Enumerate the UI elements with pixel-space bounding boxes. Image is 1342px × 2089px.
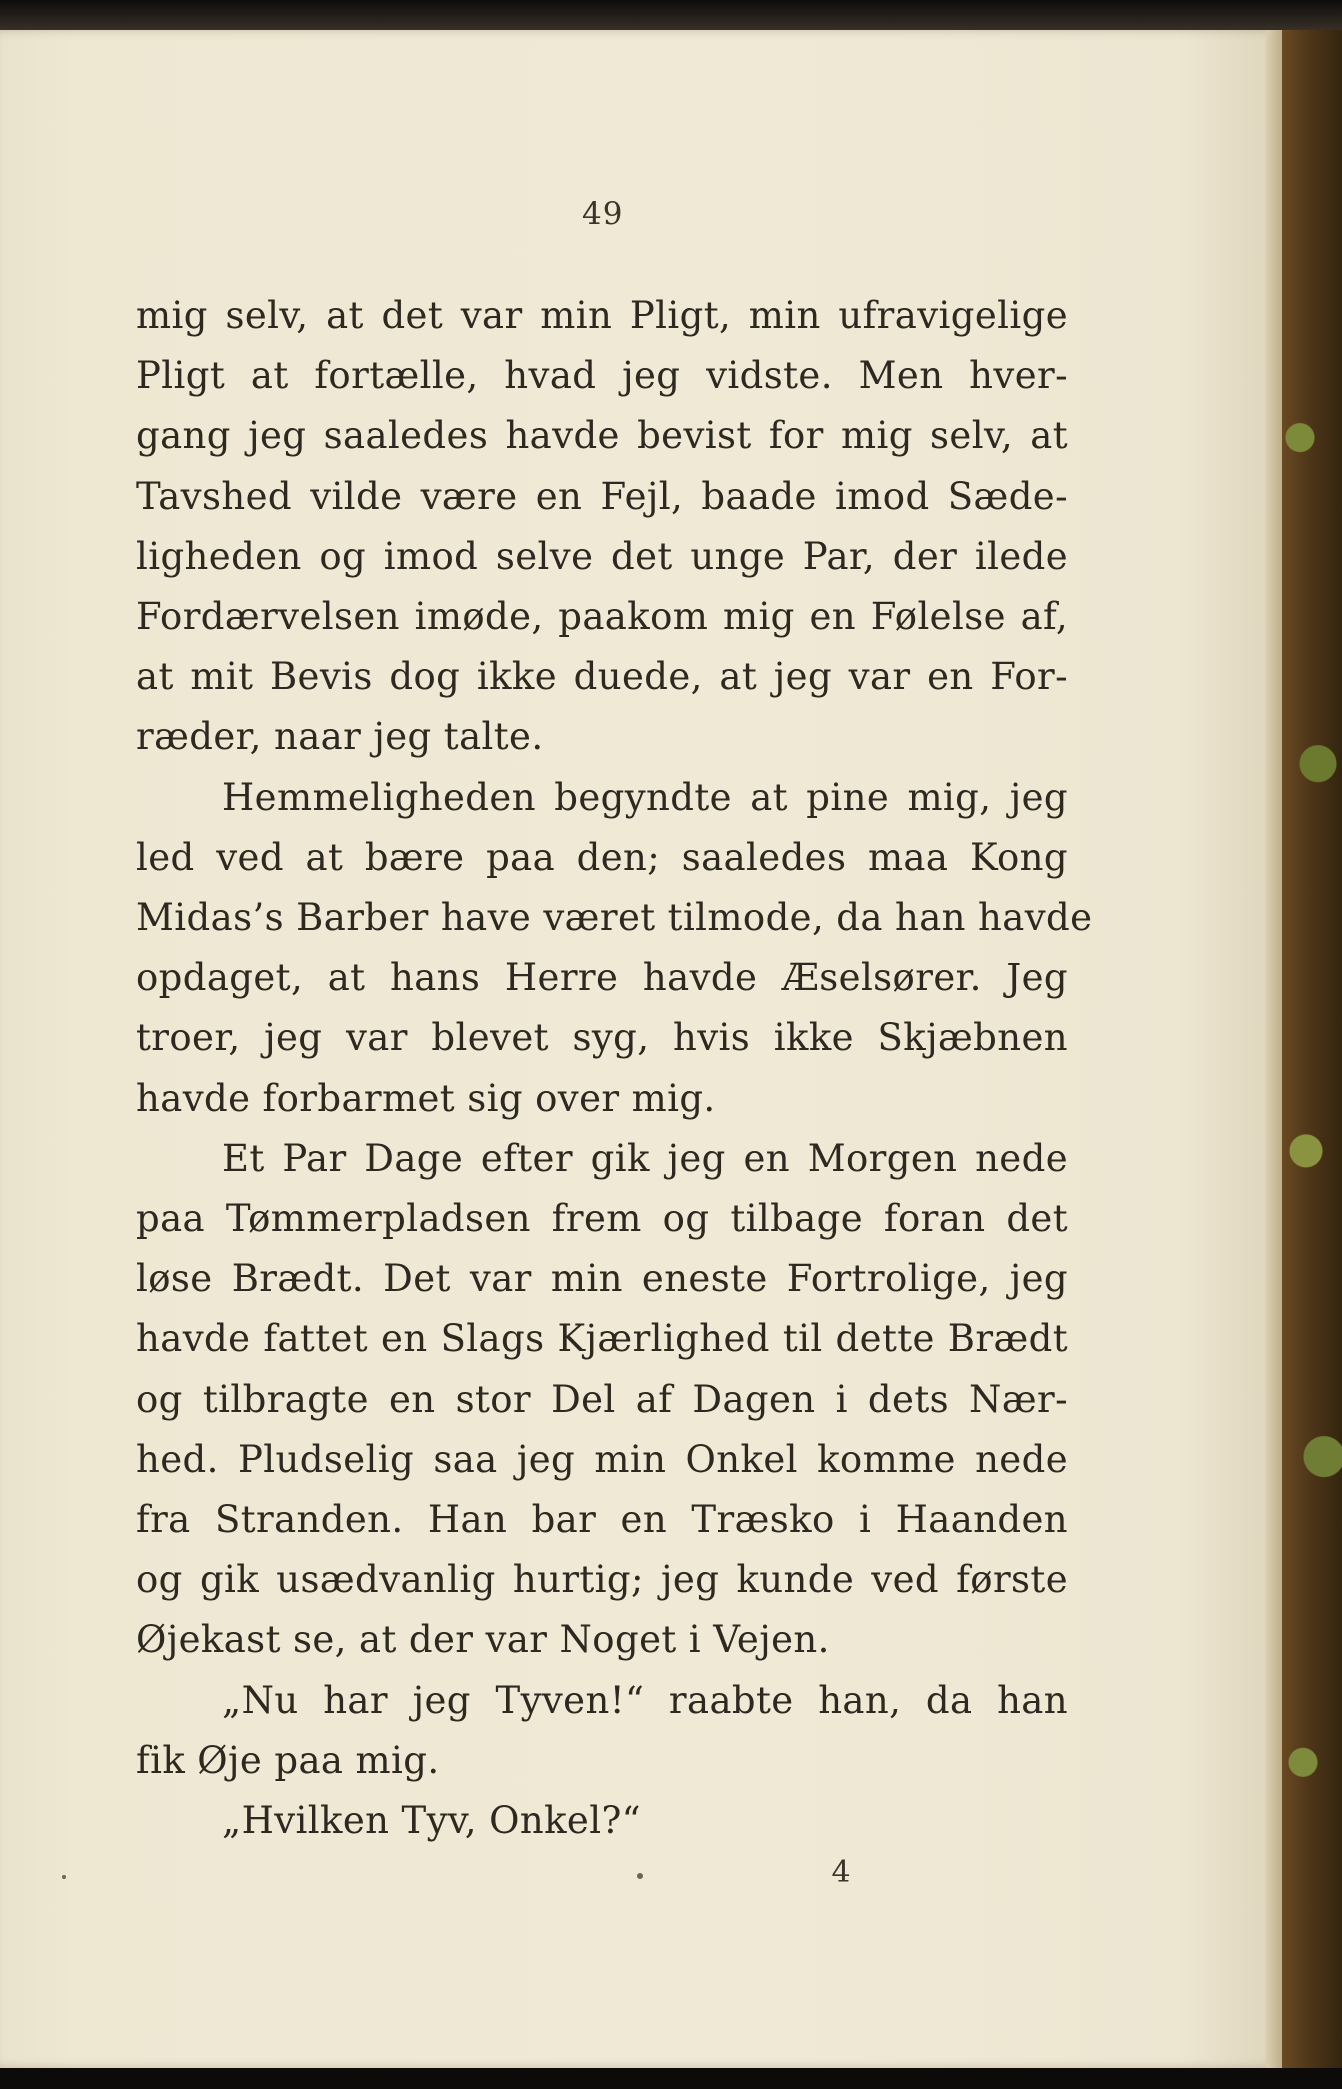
printing-speck [637,1873,643,1879]
text-line: troer, jeg var blevet syg, hvis ikke Skjæbnen [136,1016,1068,1060]
text-line: ligheden og imod selve det unge Par, der ilede [136,534,1068,578]
text-line: mig selv, at det var min Pligt, min ufravigelige [136,294,1068,337]
text-line: Hemmeligheden begyndte at pine mig, jeg [222,775,1068,819]
text-line: Pligt at fortælle, hvad jeg vidste. Men hver- [136,354,1068,398]
text-line: løse Brædt. Det var min eneste Fortrolige, jeg [136,1257,1068,1301]
text-line: „Hvilken Tyv, Onkel?“ [222,1799,641,1843]
page-edge-shadow [1266,30,1282,2068]
text-line: led ved at bære paa den; saaledes maa Kong [136,835,1068,879]
text-line: opdaget, at hans Herre havde Æselsører. Jeg [136,956,1068,1000]
text-line: Tavshed vilde være en Fejl, baade imod Sæde- [136,474,1068,518]
text-line: og gik usædvanlig hurtig; jeg kunde ved første [136,1558,1068,1602]
signature-mark: 4 [831,1855,851,1890]
text-line: paa Tømmerpladsen frem og tilbage foran det [136,1197,1068,1241]
text-line: at mit Bevis dog ikke duede, at jeg var en For- [136,655,1068,699]
body-text [136,286,1093,1851]
book-top-edge [0,0,1342,32]
text-line: havde fattet en Slags Kjærlighed til dette Brædt [136,1317,1068,1361]
text-line: ræder, naar jeg talte. [136,715,544,759]
text-line: Midas’s Barber have været tilmode, da han havde [136,896,1093,940]
text-line: hed. Pludselig saa jeg min Onkel komme nede [136,1437,1068,1481]
text-line: Øjekast se, at der var Noget i Vejen. [136,1618,830,1662]
text-line: fra Stranden. Han bar en Træsko i Haanden [136,1498,1068,1542]
text-line: og tilbragte en stor Del af Dagen i dets Nær- [136,1377,1068,1421]
text-line: Et Par Dage efter gik jeg en Morgen nede [222,1136,1068,1180]
book-cover-edge [1282,30,1342,2068]
text-line: fik Øje paa mig. [136,1738,440,1782]
printing-speck [62,1875,66,1879]
text-line: gang jeg saaledes havde bevist for mig selv, at [136,414,1068,458]
text-line: „Nu har jeg Tyven!“ raabte han, da han [222,1678,1068,1722]
book-bottom-edge [0,2068,1342,2089]
page-number: 49 [582,196,624,232]
text-line: Fordærvelsen imøde, paakom mig en Følelse af, [136,595,1068,639]
text-line: havde forbarmet sig over mig. [136,1076,716,1120]
